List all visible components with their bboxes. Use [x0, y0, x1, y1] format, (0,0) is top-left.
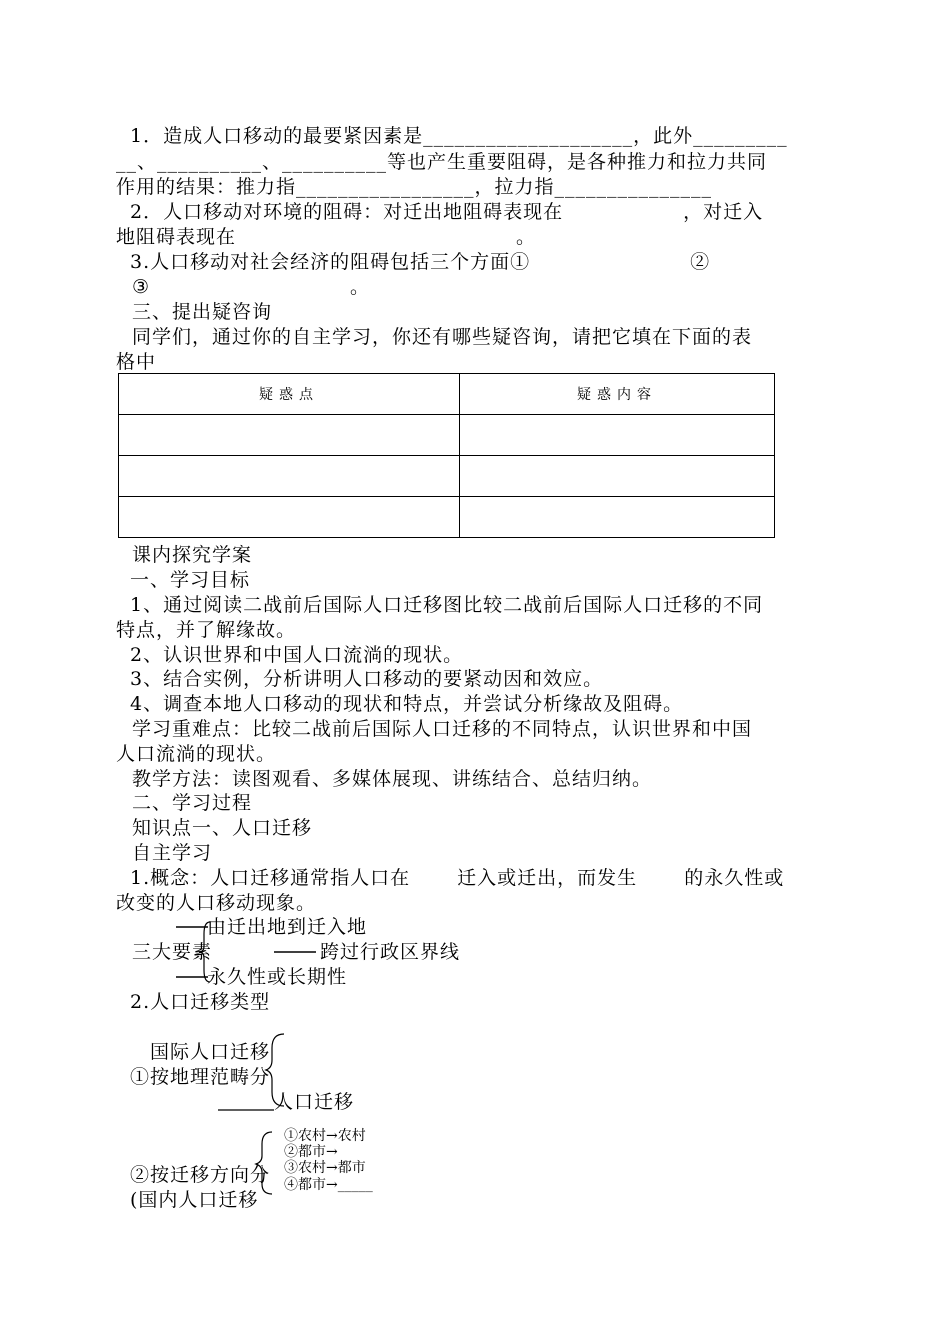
- in-class-title: 课内探究学案: [132, 544, 253, 566]
- direction-item: ④都市→_____: [284, 1177, 373, 1193]
- elements-label: 三大要素: [132, 941, 213, 963]
- element-1: 由迁出地到迁入地: [207, 916, 368, 938]
- table-header-row: [119, 374, 775, 415]
- direction-item: ②都市→: [284, 1144, 338, 1160]
- table-cell[interactable]: [460, 415, 775, 456]
- table-row: [119, 415, 775, 456]
- direction-item: ③农村→都市: [284, 1160, 366, 1176]
- types-heading: 2.人口迁移类型: [130, 991, 271, 1013]
- geo-international: 国际人口迁移: [150, 1041, 271, 1063]
- goal1-line1: 1、通过阅读二战前后国际人口迁移图比较二战前后国际人口迁移的不同: [130, 594, 764, 616]
- q1-line2: __、__________、__________等也产生重要阻碍，是各种推力和拉力共同: [116, 151, 768, 173]
- q3-line2: ③ 。: [132, 276, 371, 298]
- goal3: 3、结合实例，分析讲明人口移动的要紧动因和效应。: [130, 668, 604, 690]
- doubts-heading: 三、提出疑咨询: [132, 301, 273, 323]
- goal2: 2、认识世界和中国人口流淌的现状。: [130, 644, 464, 666]
- table-cell[interactable]: [119, 415, 460, 456]
- goals-heading: 一、学习目标: [130, 569, 251, 591]
- table-cell[interactable]: [460, 456, 775, 497]
- table-row: [119, 456, 775, 497]
- self-study-label: 自主学习: [132, 842, 213, 864]
- direction-label: ②按迁移方向分: [130, 1164, 271, 1186]
- teaching-method: 教学方法：读图观看、多媒体展现、讲练结合、总结归纳。: [132, 768, 653, 790]
- geo-blank-line: [218, 1108, 278, 1112]
- header-doubt-point: 疑惑点: [119, 374, 460, 415]
- knowledge-point-1: 知识点一、人口迁移: [132, 817, 313, 839]
- key-line1: 学习重难点：比较二战前后国际人口迁移的不同特点，认识世界和中国: [132, 718, 753, 740]
- q2-line2: 地阻碍表现在 。: [116, 226, 537, 248]
- direction-item: ①农村→农村: [284, 1128, 366, 1144]
- key-line2: 人口流淌的现状。: [116, 743, 277, 765]
- q2-line1: 2．人口移动对环境的阻碍：对迁出地阻碍表现在 ，对迁入: [130, 201, 764, 223]
- q1-line1: 1．造成人口移动的最要紧因素是____________________，此外_________: [130, 125, 788, 147]
- q3-line1: 3.人口移动对社会经济的阻碍包括三个方面① ②: [130, 251, 711, 273]
- concept-line2: 改变的人口移动现象。: [116, 892, 317, 914]
- goal1-line2: 特点，并了解缘故。: [116, 619, 297, 641]
- process-heading: 二、学习过程: [132, 792, 253, 814]
- table-cell[interactable]: [119, 456, 460, 497]
- doubts-prompt-line2: 格中: [116, 351, 157, 373]
- element-3: 永久性或长期性: [207, 966, 348, 988]
- element-2: 跨过行政区界线: [320, 941, 461, 963]
- geo-label: ①按地理范畴分: [130, 1066, 271, 1088]
- table-row: [119, 497, 775, 538]
- q1-line3: 作用的结果：推力指_________________，拉力指_______________: [116, 176, 713, 198]
- doubts-prompt-line1: 同学们，通过你的自主学习，你还有哪些疑咨询，请把它填在下面的表: [132, 326, 753, 348]
- concept-line1: 1.概念：人口迁移通常指人口在 迁入或迁出，而发生 的永久性或: [130, 867, 785, 889]
- table-cell[interactable]: [119, 497, 460, 538]
- geo-blank-label: 人口迁移: [274, 1091, 355, 1113]
- table-cell[interactable]: [460, 497, 775, 538]
- direction-sub: (国内人口迁移: [130, 1189, 259, 1211]
- header-doubt-content: 疑惑内容: [460, 374, 775, 415]
- doubts-table: [118, 373, 775, 538]
- goal4: 4、调查本地人口移动的现状和特点，并尝试分析缘故及阻碍。: [130, 693, 684, 715]
